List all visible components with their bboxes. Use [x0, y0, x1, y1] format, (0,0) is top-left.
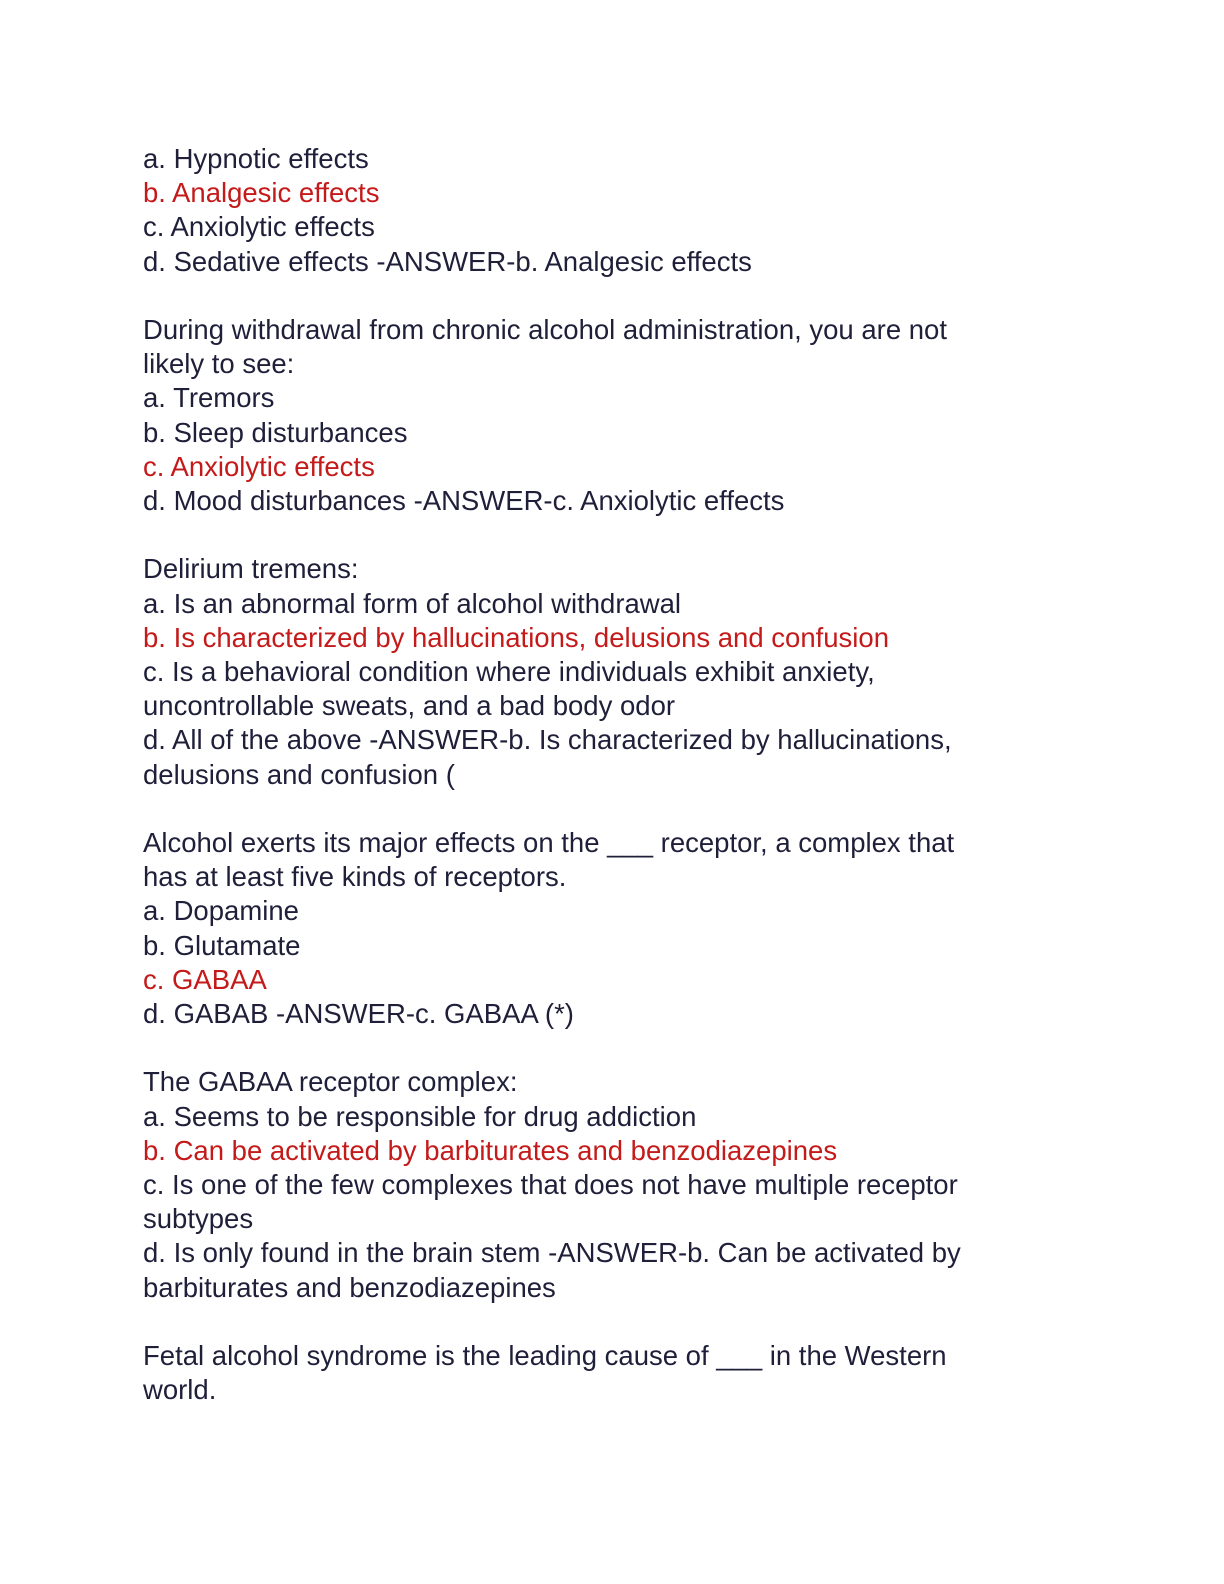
block-spacer — [143, 792, 1043, 826]
block-spacer — [143, 518, 1043, 552]
answer-option: a. Dopamine — [143, 895, 299, 927]
answer-option-with-key: delusions and confusion ( — [143, 758, 455, 790]
question-block — [143, 1339, 1043, 1407]
question-text: Alcohol exerts its major effects on the ___ receptor, a complex that — [143, 827, 955, 859]
correct-answer-option: b. Is characterized by hallucinations, delusions and confusion — [143, 621, 890, 653]
answer-option: b. Glutamate — [143, 929, 301, 961]
question-text: Delirium tremens: — [143, 553, 359, 585]
question-block — [143, 826, 1043, 1031]
answer-option-with-key: d. Mood disturbances -ANSWER-c. Anxiolytic effects — [143, 485, 785, 517]
answer-option: b. Sleep disturbances — [143, 416, 408, 448]
question-block — [143, 552, 1043, 791]
question-text: world. — [143, 1374, 217, 1406]
block-spacer — [143, 279, 1043, 313]
question-text: has at least five kinds of receptors. — [143, 861, 567, 893]
question-text: Fetal alcohol syndrome is the leading cause of ___ in the Western — [143, 1340, 947, 1372]
block-spacer — [143, 1031, 1043, 1065]
answer-option-with-key: d. All of the above -ANSWER-b. Is characterized by hallucinations, — [143, 724, 952, 756]
question-text: The GABAA receptor complex: — [143, 1066, 518, 1098]
answer-option: a. Is an abnormal form of alcohol withdrawal — [143, 587, 682, 619]
answer-option: c. Is one of the few complexes that does not have multiple receptor — [143, 1169, 958, 1201]
answer-option: uncontrollable sweats, and a bad body odor — [143, 690, 676, 722]
answer-option: subtypes — [143, 1203, 254, 1235]
question-block — [143, 142, 1043, 279]
question-block — [143, 1065, 1043, 1304]
answer-option: c. Is a behavioral condition where individuals exhibit anxiety, — [143, 656, 875, 688]
answer-option: a. Seems to be responsible for drug addiction — [143, 1100, 697, 1132]
correct-answer-option: b. Can be activated by barbiturates and benzodiazepines — [143, 1134, 838, 1166]
answer-option-with-key: barbiturates and benzodiazepines — [143, 1271, 556, 1303]
block-spacer — [143, 1305, 1043, 1339]
answer-option: a. Tremors — [143, 382, 275, 414]
answer-option-with-key: d. Is only found in the brain stem -ANSWER-b. Can be activated by — [143, 1237, 961, 1269]
answer-option-with-key: d. Sedative effects -ANSWER-b. Analgesic effects — [143, 245, 752, 277]
question-block — [143, 313, 1043, 518]
correct-answer-option: c. GABAA — [143, 963, 267, 995]
question-text: During withdrawal from chronic alcohol administration, you are not — [143, 314, 947, 345]
question-text: likely to see: — [143, 348, 295, 380]
correct-answer-option: b. Analgesic effects — [143, 177, 380, 209]
answer-option: a. Hypnotic effects — [143, 143, 369, 174]
answer-option-with-key: d. GABAB -ANSWER-c. GABAA (*) — [143, 998, 574, 1030]
answer-option: c. Anxiolytic effects — [143, 211, 375, 243]
document-page — [143, 142, 1043, 1407]
correct-answer-option: c. Anxiolytic effects — [143, 450, 375, 482]
